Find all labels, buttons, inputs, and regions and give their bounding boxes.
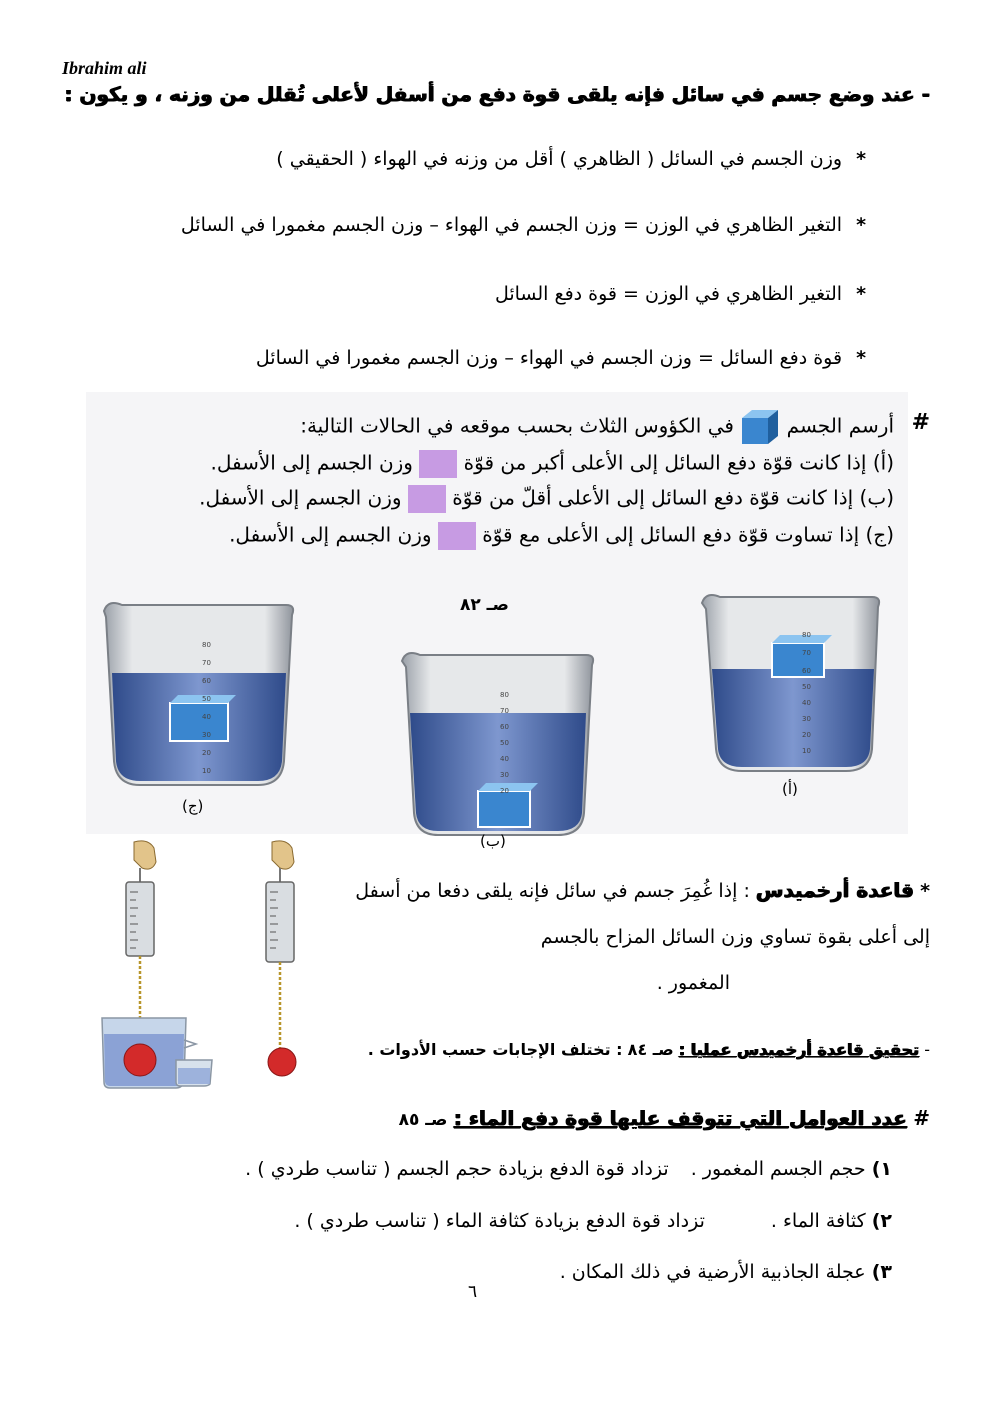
archimedes-line2: إلى أعلى بقوة تساوي وزن السائل المزاح بالجسم bbox=[540, 926, 930, 948]
fact-text: وزن الجسم في السائل ( الظاهري ) أقل من وزنه في الهواء ( الحقيقي ) bbox=[276, 148, 843, 170]
factor-item-2 bbox=[294, 1210, 892, 1232]
factors-hash: # bbox=[913, 1106, 930, 1130]
factor-name: كثافة الماء . bbox=[770, 1210, 866, 1232]
fact-item bbox=[256, 347, 866, 369]
intro-dash: - bbox=[921, 82, 930, 106]
svg-text:20: 20 bbox=[802, 731, 811, 739]
bullet-star: * bbox=[856, 214, 866, 236]
verification-text: : تختلف الإجابات حسب الأدوات . bbox=[367, 1040, 623, 1059]
factor-name: حجم الجسم المغمور . bbox=[690, 1158, 866, 1180]
factor-name: عجلة الجاذبية الأرضية في ذلك المكان . bbox=[559, 1261, 866, 1283]
svg-text:80: 80 bbox=[802, 631, 811, 639]
svg-text:60: 60 bbox=[802, 667, 811, 675]
intro-heading bbox=[50, 82, 930, 106]
svg-text:60: 60 bbox=[202, 677, 211, 685]
exercise-page-ref: صـ ٨٢ bbox=[460, 595, 509, 615]
svg-text:30: 30 bbox=[202, 731, 211, 739]
balance-in-air bbox=[266, 841, 296, 1076]
author-name: Ibrahim ali bbox=[62, 58, 147, 78]
answer-box[interactable] bbox=[419, 450, 457, 478]
bullet-star: * bbox=[856, 347, 866, 369]
case-suffix: وزن الجسم إلى الأسفل. bbox=[229, 522, 432, 547]
case-prefix: (ب) إذا كانت قوّة دفع السائل إلى الأعلى أقلّ من قوّة bbox=[452, 485, 894, 510]
page-number: ٦ bbox=[468, 1282, 478, 1302]
fact-text: التغير الظاهري في الوزن = وزن الجسم في الهواء – وزن الجسم مغمورا في السائل bbox=[180, 214, 843, 236]
svg-text:80: 80 bbox=[202, 641, 211, 649]
beaker-label-c: (ج) bbox=[182, 797, 204, 815]
svg-text:50: 50 bbox=[500, 739, 509, 747]
archimedes-text1: : إذا غُمِرَ جسم في سائل فإنه يلقى دفعا من أسفل bbox=[355, 880, 750, 902]
cube-in-beaker bbox=[170, 703, 228, 741]
factor-number: ٣) bbox=[871, 1261, 892, 1283]
case-a bbox=[211, 450, 895, 478]
fact-text: التغير الظاهري في الوزن = قوة دفع السائل bbox=[494, 283, 843, 305]
fact-text: قوة دفع السائل = وزن الجسم في الهواء – وزن الجسم مغمورا في السائل bbox=[255, 347, 843, 369]
beaker-b bbox=[402, 653, 593, 835]
factor-item-3 bbox=[560, 1261, 892, 1283]
case-suffix: وزن الجسم إلى الأسفل. bbox=[199, 485, 402, 510]
archimedes-title: قاعدة أرخميدس bbox=[755, 878, 915, 902]
factor-detail: تزداد قوة الدفع بزيادة حجم الجسم ( تناسب طردي ) . bbox=[245, 1158, 669, 1180]
verification-line bbox=[368, 1040, 930, 1059]
beaker-label-b: (ب) bbox=[480, 832, 506, 850]
verification-page-ref: صـ ٨٤ bbox=[627, 1040, 674, 1059]
archimedes-star: * bbox=[920, 880, 930, 902]
case-prefix: (أ) إذا كانت قوّة دفع السائل إلى الأعلى أكبر من قوّة bbox=[463, 450, 894, 475]
svg-text:70: 70 bbox=[500, 707, 509, 715]
exercise-instruction bbox=[300, 408, 894, 446]
archimedes-line1 bbox=[290, 878, 930, 902]
factor-item-1 bbox=[245, 1158, 892, 1180]
verification-title: تحقيق قاعدة أرخميدس عمليا : bbox=[678, 1040, 920, 1059]
archimedes-line3: المغمور . bbox=[656, 972, 730, 994]
svg-text:20: 20 bbox=[500, 787, 509, 795]
spring-balance-illustration bbox=[96, 838, 326, 1094]
svg-text:60: 60 bbox=[500, 723, 509, 731]
cube-in-beaker bbox=[478, 791, 530, 827]
svg-text:10: 10 bbox=[802, 747, 811, 755]
factor-number: ١) bbox=[871, 1158, 892, 1180]
factor-detail: تزداد قوة الدفع بزيادة كثافة الماء ( تناسب طردي ) . bbox=[294, 1210, 705, 1232]
svg-text:40: 40 bbox=[802, 699, 811, 707]
case-b bbox=[199, 485, 894, 513]
intro-text: عند وضع جسم في سائل فإنه يلقى قوة دفع من أسفل لأعلى تُقلل من وزنه ، و يكون : bbox=[64, 82, 915, 106]
cube-in-beaker bbox=[772, 643, 824, 677]
factor-number: ٢) bbox=[871, 1210, 892, 1232]
svg-text:30: 30 bbox=[802, 715, 811, 723]
beaker-a bbox=[702, 595, 879, 771]
bullet-star: * bbox=[856, 283, 866, 305]
case-c bbox=[229, 522, 894, 550]
beaker-label-a: (أ) bbox=[782, 780, 798, 798]
svg-text:10: 10 bbox=[202, 767, 211, 775]
answer-box[interactable] bbox=[408, 485, 446, 513]
svg-text:80: 80 bbox=[500, 691, 509, 699]
svg-text:70: 70 bbox=[202, 659, 211, 667]
instruction-after: في الكؤوس الثلاث بحسب موقعه في الحالات التالية: bbox=[300, 413, 734, 438]
beaker-c bbox=[104, 603, 293, 785]
exercise-hash: # bbox=[911, 410, 930, 435]
cube-icon bbox=[740, 408, 780, 446]
svg-text:40: 40 bbox=[202, 713, 211, 721]
fact-item bbox=[181, 214, 866, 236]
svg-text:50: 50 bbox=[802, 683, 811, 691]
fact-item bbox=[276, 148, 866, 170]
instruction-before: أرسم الجسم bbox=[786, 413, 894, 438]
factors-title: عدد العوامل التي تتوقف عليها قوة دفع الماء : bbox=[453, 1106, 907, 1130]
svg-text:50: 50 bbox=[202, 695, 211, 703]
factors-page-ref: صـ ٨٥ bbox=[398, 1110, 448, 1130]
answer-box[interactable] bbox=[438, 522, 476, 550]
factors-heading bbox=[399, 1106, 930, 1130]
fact-item bbox=[495, 283, 866, 305]
balance-immersed bbox=[102, 841, 212, 1088]
case-suffix: وزن الجسم إلى الأسفل. bbox=[210, 450, 413, 475]
svg-text:70: 70 bbox=[802, 649, 811, 657]
beakers-illustration bbox=[86, 585, 908, 855]
case-prefix: (ج) إذا تساوت قوّة دفع السائل إلى الأعلى مع قوّة bbox=[482, 522, 894, 547]
bullet-star: * bbox=[856, 148, 866, 170]
verification-dash: - bbox=[924, 1040, 930, 1059]
svg-text:30: 30 bbox=[500, 771, 509, 779]
svg-text:20: 20 bbox=[202, 749, 211, 757]
svg-text:40: 40 bbox=[500, 755, 509, 763]
